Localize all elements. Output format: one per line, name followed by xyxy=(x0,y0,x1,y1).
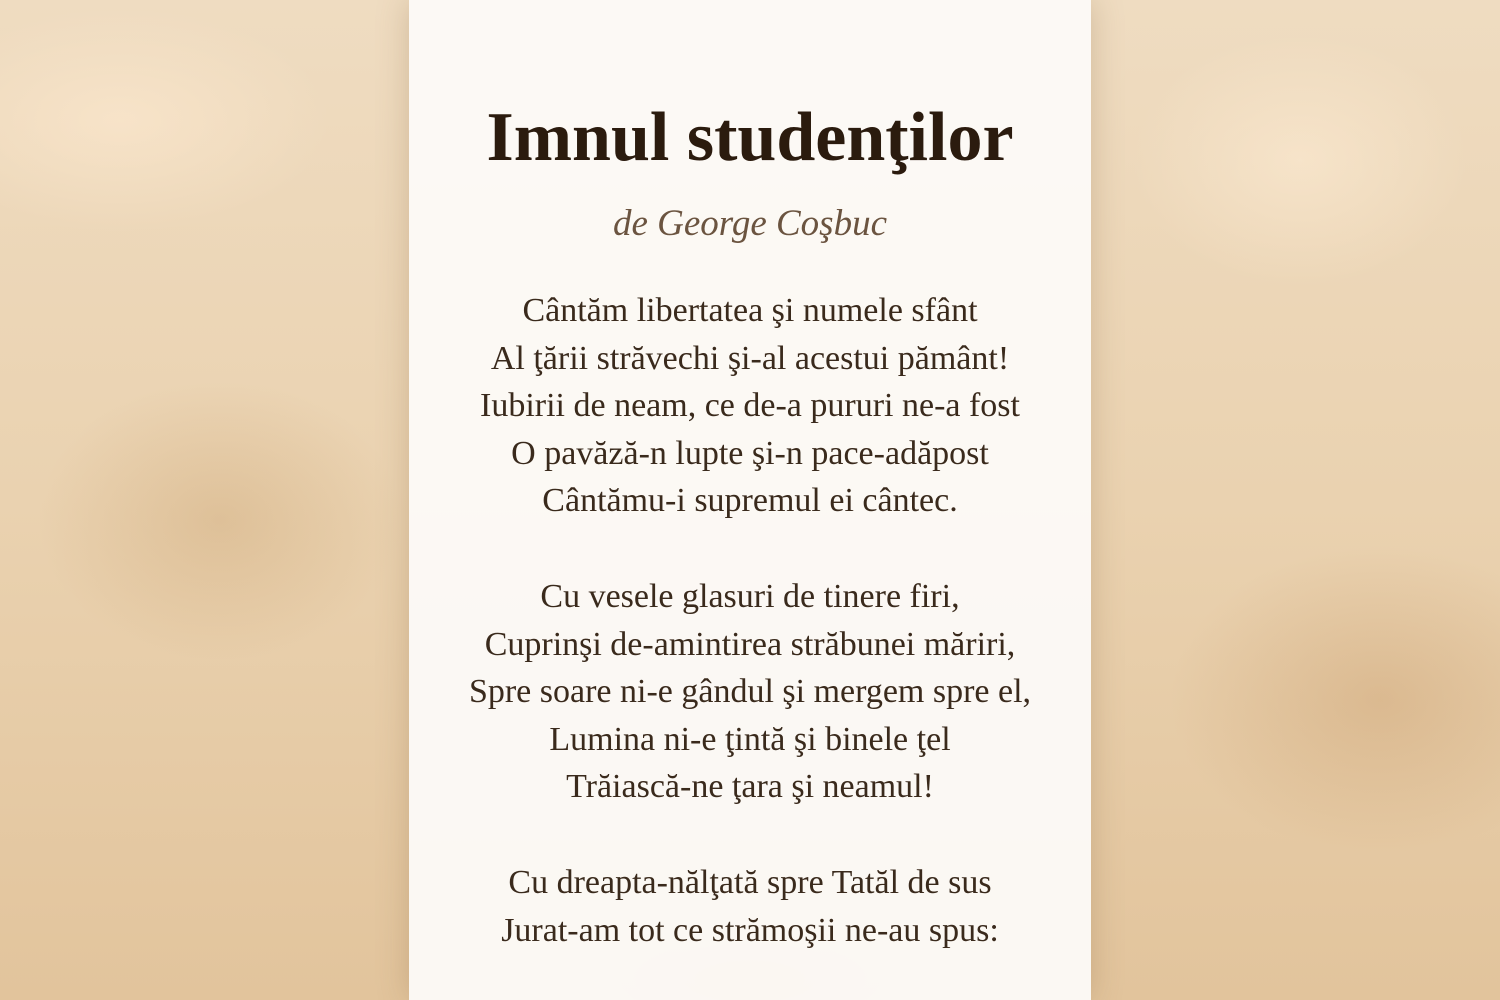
poem-line: Cântămu-i supremul ei cântec. xyxy=(542,482,958,520)
poem-line: Cu vesele glasuri de tinere firi, xyxy=(540,577,960,615)
poem-title: Imnul studenţilor xyxy=(486,99,1014,176)
poem-page xyxy=(409,0,1091,1000)
stanza-1 xyxy=(409,287,1091,525)
poem-line: Spre soare ni-e gândul şi mergem spre el, xyxy=(468,673,1032,711)
poem-line: O pavăză-n lupte şi-n pace-adăpost xyxy=(511,434,989,472)
poem-line: Cu dreapta-nălţată spre Tatăl de sus xyxy=(508,863,992,901)
poem-author: de George Coşbuc xyxy=(612,203,887,244)
poem-line: Al ţării străvechi şi-al acestui pământ! xyxy=(490,339,1010,377)
stanza-2 xyxy=(409,573,1091,811)
poem-line: Trăiască-ne ţara şi neamul! xyxy=(566,768,934,806)
poem-line: Jurat-am tot ce strămoşii ne-au spus: xyxy=(501,911,999,949)
stanza-3 xyxy=(409,859,1091,954)
poem-line: Cuprinşi de-amintirea străbunei măriri, xyxy=(484,625,1016,663)
poem-line: Lumina ni-e ţintă şi binele ţel xyxy=(549,720,951,758)
poem-body xyxy=(409,287,1091,954)
poem-line: Iubirii de neam, ce de-a pururi ne-a fost xyxy=(480,387,1020,425)
poem-line: Cântăm libertatea şi numele sfânt xyxy=(522,292,978,329)
